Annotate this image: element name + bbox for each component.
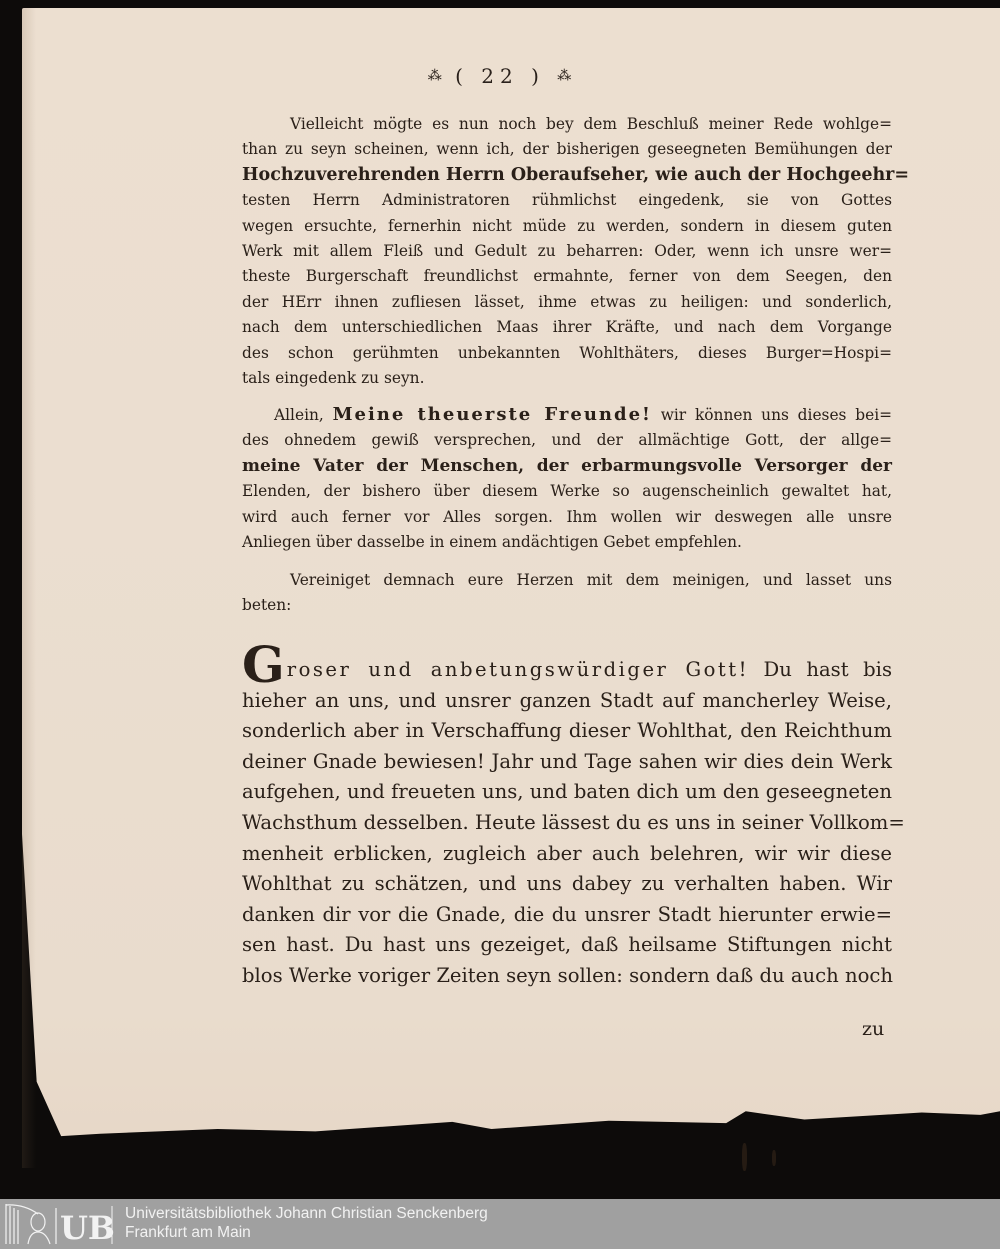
text-line: aufgehen, und freueten uns, und baten dich um den geseegneten <box>242 780 892 804</box>
ornament-right: ⁂ <box>557 68 573 84</box>
library-footer <box>0 1199 1000 1249</box>
prayer-opening: roser und anbetungswürdiger Gott! <box>286 658 750 681</box>
text-line: tals eingedenk zu seyn. <box>242 369 425 388</box>
text-line: meine Vater der Menschen, der erbarmungsvolle Versorger der <box>242 455 892 476</box>
page-number: ( 22 ) <box>455 64 545 88</box>
text-line: des schon gerühmten unbekannten Wohlthäters, dieses Burger=Hospi= <box>242 343 892 362</box>
paragraph-2 <box>242 402 892 555</box>
text-line <box>242 635 892 694</box>
text-line: deiner Gnade bewiesen! Jahr und Tage sahen wir dies dein Werk <box>242 749 892 773</box>
paragraph-1 <box>242 112 910 391</box>
text-line: menheit erblicken, zugleich aber auch belehren, wir wir diese <box>242 841 892 865</box>
prayer <box>242 635 905 992</box>
text-line: nach dem unterschiedlichen Maas ihrer Kräfte, und nach dem Vorgange <box>242 318 892 337</box>
drop-cap: G <box>242 635 285 694</box>
text-line: Werk mit allem Fleiß und Gedult zu beharren: Oder, wenn ich unsre wer= <box>242 242 892 261</box>
text-line: Wohlthat zu schätzen, und uns dabey zu verhalten haben. Wir <box>242 872 892 896</box>
ub-logo-icon <box>4 1202 116 1246</box>
logo-text: UB <box>60 1209 115 1246</box>
text-line: Anliegen über dasselbe in einem andächtigen Gebet empfehlen. <box>242 533 742 552</box>
text-line: Wachsthum desselben. Heute lässest du es uns in seiner Vollkom= <box>242 810 905 834</box>
paper-tear-mark <box>772 1150 776 1166</box>
text-line: Elenden, der bishero über diesem Werke so augenscheinlich gewaltet hat, <box>242 482 892 501</box>
ornament-left: ⁂ <box>427 68 443 84</box>
text-line: danken dir vor die Gnade, die du unsrer Stadt hierunter erwie= <box>242 902 892 926</box>
text-line: Hochzuverehrenden Herrn Oberaufseher, wie auch der Hochgeehr= <box>242 164 910 185</box>
para2-emphasis: Meine theuerste Freunde! <box>332 404 652 425</box>
library-name: Universitätsbibliothek Johann Christian Senckenberg <box>125 1205 488 1222</box>
text-line: Vereiniget demnach eure Herzen mit dem meinigen, und lasset uns <box>290 571 892 589</box>
text-line: beten: <box>242 596 292 615</box>
text-line: sonderlich aber in Verschaffung dieser Wohlthat, den Reichthum <box>242 719 892 743</box>
text-line: wegen ersuchte, fernerhin nicht müde zu werden, sondern in diesem guten <box>242 216 892 235</box>
text-line: des ohnedem gewiß versprechen, und der allmächtige Gott, der allge= <box>242 431 892 450</box>
paper-tear-mark <box>742 1143 747 1171</box>
prayer-line1-rest: Du hast bis <box>749 658 892 681</box>
text-line: sen hast. Du hast uns gezeiget, daß heilsame Stiftungen nicht <box>242 933 892 957</box>
text-line: theste Burgerschaft freundlichst ermahnte, ferner von dem Seegen, den <box>242 267 892 286</box>
text-line: blos Werke voriger Zeiten seyn sollen: sondern daß du auch noch <box>242 963 893 987</box>
catchword: zu <box>862 1018 885 1040</box>
page-edge-shadow <box>22 8 36 1168</box>
text-line: than zu seyn scheinen, wenn ich, der bisherigen geseegneten Bemühungen der <box>242 140 892 159</box>
para2-start: Allein, <box>274 406 333 424</box>
text-line: Vielleicht mögte es nun noch bey dem Beschluß meiner Rede wohlge= <box>290 115 892 133</box>
text-line <box>242 402 892 428</box>
para2-line1-rest: wir können uns dieses bei= <box>651 406 893 424</box>
text-line: hieher an uns, und unsrer ganzen Stadt auf mancherley Weise, <box>242 688 892 712</box>
library-location: Frankfurt am Main <box>125 1224 251 1241</box>
paragraph-3 <box>242 568 892 619</box>
text-line: testen Herrn Administratoren rühmlichst eingedenk, sie von Gottes <box>242 191 892 210</box>
text-line: der HErr ihnen zufliesen lässet, ihme etwas zu heiligen: und sonderlich, <box>242 292 892 311</box>
text-line: wird auch ferner vor Alles sorgen. Ihm wollen wir deswegen alle unsre <box>242 507 892 526</box>
page-header <box>0 64 1000 88</box>
